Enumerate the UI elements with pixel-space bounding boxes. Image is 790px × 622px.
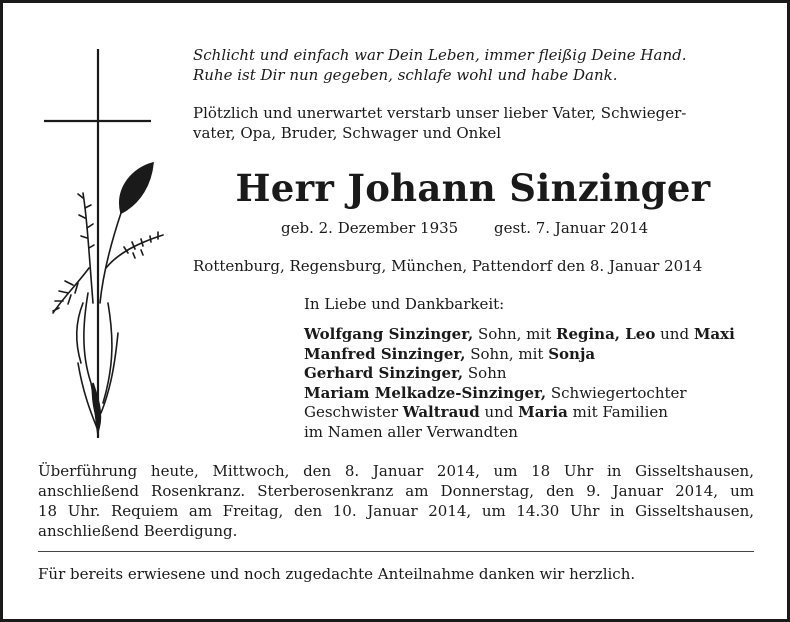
mourner-name: Sonja <box>548 344 596 363</box>
death-date: gest. 7. Januar 2014 <box>494 219 649 237</box>
mourner-name: Gerhard Sinzinger, <box>304 364 464 382</box>
funeral-info-line: anschließend Rosenkranz. Sterberosenkranz am Donnerstag, den 9. Januar 2014, um <box>38 482 754 500</box>
cross-with-wheat-icon <box>3 3 203 453</box>
thanks-line: Für bereits erwiesene und noch zugedachte Anteilnahme danken wir herzlich. <box>38 565 636 583</box>
divider <box>38 551 754 552</box>
mourner-text: Schwiegertochter <box>546 383 687 402</box>
mourner-line <box>304 403 668 422</box>
mourner-text: Sohn, mit <box>465 344 549 363</box>
funeral-info-line: Überführung heute, Mittwoch, den 8. Januar 2014, um 18 Uhr in Gisseltshausen, <box>38 462 754 480</box>
cross-icon <box>44 49 151 438</box>
mourner-text: und <box>479 403 519 421</box>
mourner-name: Maria <box>518 403 568 421</box>
mourner-name: Waltraud <box>402 403 480 421</box>
mourner-line <box>304 325 735 344</box>
mourner-line <box>304 423 518 442</box>
mourner-line <box>304 345 595 364</box>
mourner-name: Wolfgang Sinzinger, <box>304 325 474 343</box>
mourner-text: Geschwister <box>304 403 403 421</box>
funeral-info-line: anschließend Beerdigung. <box>38 522 238 540</box>
wheat-icon <box>53 163 163 435</box>
mourner-line <box>304 384 687 403</box>
mourner-text: Sohn <box>463 364 507 382</box>
mourner-line <box>304 364 507 383</box>
verse-line: Schlicht und einfach war Dein Leben, immer fleißig Deine Hand. <box>193 46 687 64</box>
mourner-name: Mariam Melkadze-Sinzinger, <box>304 383 547 402</box>
birth-date: geb. 2. Dezember 1935 <box>281 219 459 237</box>
funeral-info-line: 18 Uhr. Requiem am Freitag, den 10. Januar 2014, um 14.30 Uhr in Gisseltshausen, <box>38 502 754 520</box>
place-and-date: Rottenburg, Regensburg, München, Pattendorf den 8. Januar 2014 <box>193 257 703 275</box>
mourner-text: und <box>655 325 694 343</box>
mourner-text: Sohn, mit <box>473 325 556 343</box>
mourner-name: Maxi <box>693 325 735 343</box>
verse-line: Ruhe ist Dir nun gegeben, schlafe wohl und habe Dank. <box>193 66 618 84</box>
mourner-name: Manfred Sinzinger, <box>304 344 466 363</box>
mourner-name: Regina, Leo <box>555 325 656 343</box>
mourner-text: im Namen aller Verwandten <box>304 422 518 441</box>
intro-line: Plötzlich und unerwartet verstarb unser lieber Vater, Schwieger- <box>193 104 687 122</box>
intro-line: vater, Opa, Bruder, Schwager und Onkel <box>193 124 502 142</box>
mourners-heading: In Liebe und Dankbarkeit: <box>304 295 505 313</box>
deceased-name: Herr Johann Sinzinger <box>235 166 711 210</box>
mourner-text: mit Familien <box>567 403 668 421</box>
